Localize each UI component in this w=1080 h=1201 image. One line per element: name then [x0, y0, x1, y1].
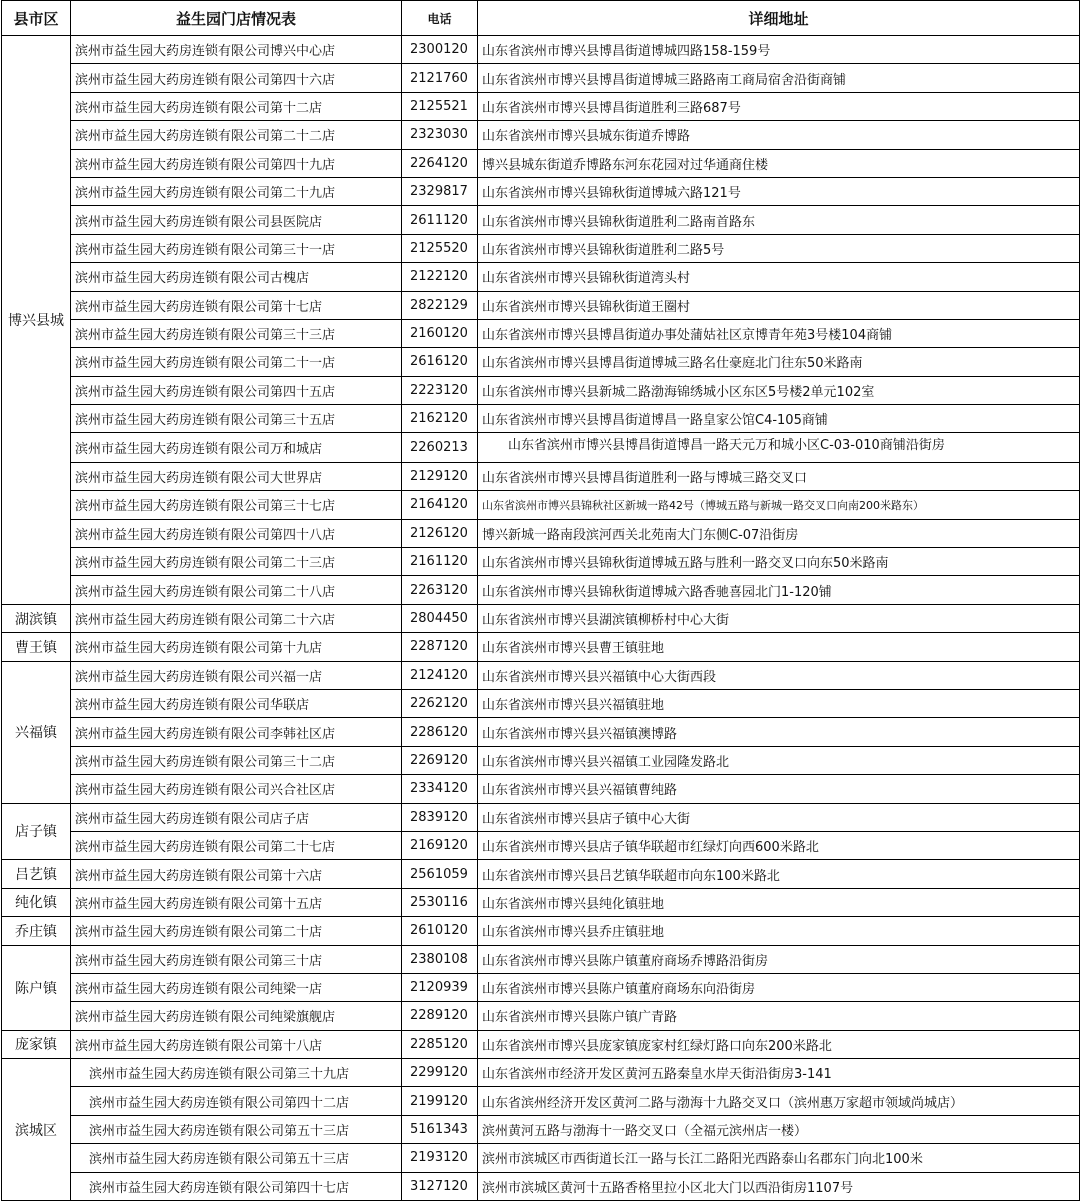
district-cell: 纯化镇	[2, 888, 71, 916]
district-cell: 湖滨镇	[2, 604, 71, 632]
address-cell: 山东省滨州市博兴县博昌街道博城三路名仕豪庭北门往东50米路南	[478, 348, 1080, 376]
header-row	[2, 1, 1080, 36]
header-district: 县市区	[2, 1, 71, 36]
phone-cell: 2616120	[402, 348, 478, 376]
table-row	[2, 689, 1080, 717]
address-cell: 山东省滨州市博兴县博昌街道胜利三路687号	[478, 92, 1080, 120]
table-row	[2, 831, 1080, 859]
table-row	[2, 376, 1080, 404]
address-cell: 山东省滨州市博兴县陈户镇广青路	[478, 1002, 1080, 1030]
store-name-cell: 滨州市益生园大药房连锁有限公司第二十三店	[71, 548, 402, 576]
store-name-cell: 滨州市益生园大药房连锁有限公司第三十三店	[71, 319, 402, 347]
store-name-cell: 滨州市益生园大药房连锁有限公司第十六店	[71, 860, 402, 888]
table-row	[2, 1030, 1080, 1058]
address-cell: 山东省滨州经济开发区黄河二路与渤海十九路交叉口（滨州惠万家超市领域尚城店）	[478, 1087, 1080, 1115]
address-cell: 山东省滨州市博兴县博昌街道博城三路路南工商局宿舍沿街商铺	[478, 64, 1080, 92]
phone-cell: 2125521	[402, 92, 478, 120]
address-cell: 山东省滨州市博兴县湖滨镇柳桥村中心大街	[478, 604, 1080, 632]
store-name-cell: 滨州市益生园大药房连锁有限公司第三十店	[71, 945, 402, 973]
phone-cell: 2822129	[402, 291, 478, 319]
phone-cell: 2269120	[402, 746, 478, 774]
district-cell: 店子镇	[2, 803, 71, 860]
table-row	[2, 491, 1080, 519]
table-row	[2, 462, 1080, 490]
table-row	[2, 803, 1080, 831]
store-name-cell: 滨州市益生园大药房连锁有限公司第二十六店	[71, 604, 402, 632]
phone-cell: 2285120	[402, 1030, 478, 1058]
store-name-cell: 滨州市益生园大药房连锁有限公司第十五店	[71, 888, 402, 916]
store-name-cell: 滨州市益生园大药房连锁有限公司古槐店	[71, 263, 402, 291]
address-cell: 山东省滨州市博兴县锦秋街道博城六路121号	[478, 177, 1080, 205]
table-row	[2, 92, 1080, 120]
header-title: 益生园门店情况表	[71, 1, 402, 36]
table-row	[2, 121, 1080, 149]
phone-cell: 2124120	[402, 661, 478, 689]
address-cell: 山东省滨州市博兴县锦秋街道湾头村	[478, 263, 1080, 291]
store-name-cell: 滨州市益生园大药房连锁有限公司第五十三店	[71, 1144, 402, 1172]
table-row	[2, 917, 1080, 945]
table-row	[2, 888, 1080, 916]
store-name-cell: 滨州市益生园大药房连锁有限公司大世界店	[71, 462, 402, 490]
store-name-cell: 滨州市益生园大药房连锁有限公司第四十二店	[71, 1087, 402, 1115]
phone-cell: 2263120	[402, 576, 478, 604]
phone-cell: 2169120	[402, 831, 478, 859]
phone-cell: 2125520	[402, 234, 478, 262]
phone-cell: 2380108	[402, 945, 478, 973]
store-name-cell: 滨州市益生园大药房连锁有限公司第三十五店	[71, 405, 402, 433]
phone-cell: 2223120	[402, 376, 478, 404]
store-table	[1, 0, 1080, 1201]
address-cell: 山东省滨州市博兴县店子镇华联超市红绿灯向西600米路北	[478, 831, 1080, 859]
table-row	[2, 718, 1080, 746]
address-cell: 山东省滨州市博兴县曹王镇驻地	[478, 633, 1080, 661]
store-name-cell: 滨州市益生园大药房连锁有限公司第二十二店	[71, 121, 402, 149]
phone-cell: 2329817	[402, 177, 478, 205]
store-name-cell: 滨州市益生园大药房连锁有限公司第二十九店	[71, 177, 402, 205]
phone-cell: 2264120	[402, 149, 478, 177]
address-cell: 山东省滨州市博兴县兴福镇曹纯路	[478, 775, 1080, 803]
store-name-cell: 滨州市益生园大药房连锁有限公司第二十八店	[71, 576, 402, 604]
store-name-cell: 滨州市益生园大药房连锁有限公司第十九店	[71, 633, 402, 661]
district-cell: 兴福镇	[2, 661, 71, 803]
table-row	[2, 64, 1080, 92]
address-cell: 滨州黄河五路与渤海十一路交叉口（全福元滨州店一楼）	[478, 1115, 1080, 1143]
phone-cell: 2323030	[402, 121, 478, 149]
address-cell: 博兴县城东街道乔博路东河东花园对过华通商住楼	[478, 149, 1080, 177]
table-row	[2, 548, 1080, 576]
phone-cell: 2287120	[402, 633, 478, 661]
phone-cell: 3127120	[402, 1172, 478, 1200]
store-name-cell: 滨州市益生园大药房连锁有限公司第三十一店	[71, 234, 402, 262]
address-cell: 山东省滨州市博兴县博昌街道胜利一路与博城三路交叉口	[478, 462, 1080, 490]
phone-cell: 2129120	[402, 462, 478, 490]
table-row	[2, 1115, 1080, 1143]
table-row	[2, 661, 1080, 689]
district-cell: 庞家镇	[2, 1030, 71, 1058]
address-cell: 山东省滨州市博兴县陈户镇董府商场乔博路沿街房	[478, 945, 1080, 973]
address-cell: 山东省滨州市博兴县锦秋街道胜利二路南首路东	[478, 206, 1080, 234]
table-row	[2, 177, 1080, 205]
district-cell: 乔庄镇	[2, 917, 71, 945]
address-cell: 山东省滨州市博兴县博昌街道博昌一路天元万和城小区C-03-010商铺沿街房	[478, 433, 1080, 462]
store-name-cell: 滨州市益生园大药房连锁有限公司第五十三店	[71, 1115, 402, 1143]
store-name-cell: 滨州市益生园大药房连锁有限公司第二十七店	[71, 831, 402, 859]
phone-cell: 2286120	[402, 718, 478, 746]
phone-cell: 2804450	[402, 604, 478, 632]
store-name-cell: 滨州市益生园大药房连锁有限公司李韩社区店	[71, 718, 402, 746]
table-row	[2, 319, 1080, 347]
phone-cell: 2162120	[402, 405, 478, 433]
district-cell: 博兴县城	[2, 36, 71, 605]
phone-cell: 2334120	[402, 775, 478, 803]
store-name-cell: 滨州市益生园大药房连锁有限公司第四十六店	[71, 64, 402, 92]
table-row	[2, 519, 1080, 547]
store-name-cell: 滨州市益生园大药房连锁有限公司第四十八店	[71, 519, 402, 547]
table-row	[2, 945, 1080, 973]
address-cell: 博兴新城一路南段滨河西关北苑南大门东侧C-07沿街房	[478, 519, 1080, 547]
address-cell: 山东省滨州市博兴县兴福镇澳博路	[478, 718, 1080, 746]
phone-cell: 2199120	[402, 1087, 478, 1115]
phone-cell: 2299120	[402, 1059, 478, 1087]
phone-cell: 2121760	[402, 64, 478, 92]
table-row	[2, 1144, 1080, 1172]
table-row	[2, 36, 1080, 64]
address-cell: 山东省滨州市博兴县兴福镇驻地	[478, 689, 1080, 717]
phone-cell: 2561059	[402, 860, 478, 888]
table-row	[2, 576, 1080, 604]
phone-cell: 2610120	[402, 917, 478, 945]
store-name-cell: 滨州市益生园大药房连锁有限公司纯梁一店	[71, 973, 402, 1001]
phone-cell: 2530116	[402, 888, 478, 916]
address-cell: 山东省滨州市博兴县博昌街道博城四路158-159号	[478, 36, 1080, 64]
table-row	[2, 433, 1080, 462]
table-body	[2, 36, 1080, 1201]
address-cell: 山东省滨州市博兴县锦秋街道胜利二路5号	[478, 234, 1080, 262]
header-phone: 电话	[402, 1, 478, 36]
address-cell: 山东省滨州市博兴县纯化镇驻地	[478, 888, 1080, 916]
phone-cell: 2839120	[402, 803, 478, 831]
store-name-cell: 滨州市益生园大药房连锁有限公司店子店	[71, 803, 402, 831]
header-address: 详细地址	[478, 1, 1080, 36]
table-row	[2, 149, 1080, 177]
store-name-cell: 滨州市益生园大药房连锁有限公司第二十店	[71, 917, 402, 945]
store-name-cell: 滨州市益生园大药房连锁有限公司第四十九店	[71, 149, 402, 177]
phone-cell: 2160120	[402, 319, 478, 347]
table-row	[2, 1172, 1080, 1200]
address-cell: 山东省滨州市博兴县锦秋社区新城一路42号（博城五路与新城一路交叉口向南200米路东）	[478, 491, 1080, 519]
table-row	[2, 1087, 1080, 1115]
table-row	[2, 746, 1080, 774]
address-cell: 山东省滨州市博兴县锦秋街道博城六路香驰喜园北门1-120铺	[478, 576, 1080, 604]
store-name-cell: 滨州市益生园大药房连锁有限公司万和城店	[71, 433, 402, 462]
table-row	[2, 206, 1080, 234]
store-name-cell: 滨州市益生园大药房连锁有限公司华联店	[71, 689, 402, 717]
store-name-cell: 滨州市益生园大药房连锁有限公司兴合社区店	[71, 775, 402, 803]
table-row	[2, 1059, 1080, 1087]
store-name-cell: 滨州市益生园大药房连锁有限公司县医院店	[71, 206, 402, 234]
address-cell: 山东省滨州市博兴县博昌街道办事处蒲姑社区京博青年苑3号楼104商铺	[478, 319, 1080, 347]
phone-cell: 2300120	[402, 36, 478, 64]
phone-cell: 2120939	[402, 973, 478, 1001]
address-cell: 山东省滨州市博兴县锦秋街道博城五路与胜利一路交叉口向东50米路南	[478, 548, 1080, 576]
address-cell: 山东省滨州市博兴县店子镇中心大街	[478, 803, 1080, 831]
address-cell: 山东省滨州市博兴县锦秋街道王圈村	[478, 291, 1080, 319]
address-cell: 山东省滨州市博兴县城东街道乔博路	[478, 121, 1080, 149]
store-name-cell: 滨州市益生园大药房连锁有限公司兴福一店	[71, 661, 402, 689]
address-cell: 山东省滨州市经济开发区黄河五路秦皇水岸天街沿街房3-141	[478, 1059, 1080, 1087]
address-cell: 山东省滨州市博兴县乔庄镇驻地	[478, 917, 1080, 945]
address-cell: 山东省滨州市博兴县兴福镇中心大街西段	[478, 661, 1080, 689]
district-cell: 陈户镇	[2, 945, 71, 1030]
store-name-cell: 滨州市益生园大药房连锁有限公司第十七店	[71, 291, 402, 319]
phone-cell: 2260213	[402, 433, 478, 462]
address-cell: 山东省滨州市博兴县吕艺镇华联超市向东100米路北	[478, 860, 1080, 888]
table-row	[2, 860, 1080, 888]
phone-cell: 2164120	[402, 491, 478, 519]
table-row	[2, 291, 1080, 319]
district-cell: 吕艺镇	[2, 860, 71, 888]
address-cell: 滨州市滨城区市西街道长江一路与长江二路阳光西路泰山名郡东门向北100米	[478, 1144, 1080, 1172]
phone-cell: 5161343	[402, 1115, 478, 1143]
phone-cell: 2262120	[402, 689, 478, 717]
table-row	[2, 1002, 1080, 1030]
phone-cell: 2161120	[402, 548, 478, 576]
store-name-cell: 滨州市益生园大药房连锁有限公司第三十二店	[71, 746, 402, 774]
district-cell: 滨城区	[2, 1059, 71, 1201]
store-name-cell: 滨州市益生园大药房连锁有限公司第四十五店	[71, 376, 402, 404]
address-cell: 山东省滨州市博兴县陈户镇董府商场东向沿街房	[478, 973, 1080, 1001]
phone-cell: 2122120	[402, 263, 478, 291]
address-cell: 山东省滨州市博兴县新城二路渤海锦绣城小区东区5号楼2单元102室	[478, 376, 1080, 404]
table-row	[2, 263, 1080, 291]
phone-cell: 2611120	[402, 206, 478, 234]
phone-cell: 2126120	[402, 519, 478, 547]
address-cell: 山东省滨州市博兴县庞家镇庞家村红绿灯路口向东200米路北	[478, 1030, 1080, 1058]
store-name-cell: 滨州市益生园大药房连锁有限公司第十八店	[71, 1030, 402, 1058]
table-row	[2, 973, 1080, 1001]
table-row	[2, 633, 1080, 661]
address-cell: 山东省滨州市博兴县兴福镇工业园隆发路北	[478, 746, 1080, 774]
table-row	[2, 234, 1080, 262]
store-name-cell: 滨州市益生园大药房连锁有限公司纯梁旗舰店	[71, 1002, 402, 1030]
table-row	[2, 775, 1080, 803]
table-row	[2, 405, 1080, 433]
address-cell: 山东省滨州市博兴县博昌街道博昌一路皇家公馆C4-105商铺	[478, 405, 1080, 433]
phone-cell: 2289120	[402, 1002, 478, 1030]
table-row	[2, 348, 1080, 376]
store-name-cell: 滨州市益生园大药房连锁有限公司博兴中心店	[71, 36, 402, 64]
store-name-cell: 滨州市益生园大药房连锁有限公司第二十一店	[71, 348, 402, 376]
district-cell: 曹王镇	[2, 633, 71, 661]
store-name-cell: 滨州市益生园大药房连锁有限公司第三十九店	[71, 1059, 402, 1087]
address-cell: 滨州市滨城区黄河十五路香格里拉小区北大门以西沿街房1107号	[478, 1172, 1080, 1200]
store-name-cell: 滨州市益生园大药房连锁有限公司第十二店	[71, 92, 402, 120]
store-name-cell: 滨州市益生园大药房连锁有限公司第三十七店	[71, 491, 402, 519]
store-name-cell: 滨州市益生园大药房连锁有限公司第四十七店	[71, 1172, 402, 1200]
table-row	[2, 604, 1080, 632]
phone-cell: 2193120	[402, 1144, 478, 1172]
